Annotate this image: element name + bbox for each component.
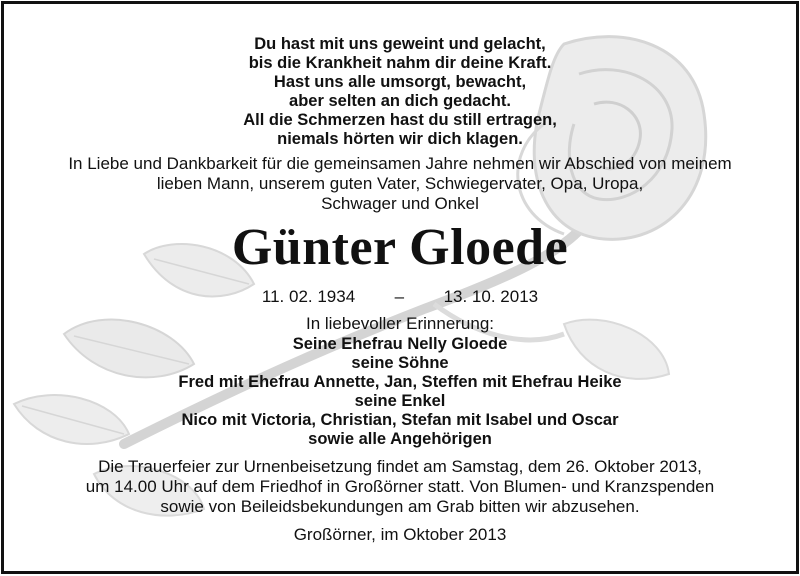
birth-date: 11. 02. 1934 — [261, 287, 356, 306]
death-date: 13. 10. 2013 — [443, 287, 539, 306]
deceased-name: Günter Gloede — [231, 219, 569, 276]
ceremony-line: um 14.00 Uhr auf dem Friedhof in Großörner statt. Von Blumen- und Kranzspenden — [85, 477, 715, 496]
intro-line: Schwager und Onkel — [321, 194, 479, 213]
poem-line: bis die Krankheit nahm dir deine Kraft. — [248, 54, 552, 72]
poem-line: Du hast mit uns geweint und gelacht, — [254, 35, 546, 53]
obituary-notice — [1, 1, 799, 574]
mourner-line: seine Söhne — [351, 354, 449, 372]
ceremony-line: sowie von Beileidsbekundungen am Grab bitten wir abzusehen. — [160, 497, 640, 516]
mourner-line: Seine Ehefrau Nelly Gloede — [292, 335, 508, 353]
poem-line: aber selten an dich gedacht. — [289, 92, 511, 110]
poem-line: Hast uns alle umsorgt, bewacht, — [273, 73, 527, 91]
life-dates — [4, 287, 796, 307]
intro-line: In Liebe und Dankbarkeit für die gemeinsamen Jahre nehmen wir Abschied von meinem — [68, 154, 732, 173]
mourner-line: Nico mit Victoria, Christian, Stefan mit Isabel und Oscar — [181, 411, 619, 429]
poem-line: niemals hörten wir dich klagen. — [277, 130, 523, 148]
memory-heading: In liebevoller Erinnerung: — [305, 314, 495, 333]
mourner-line: seine Enkel — [354, 392, 446, 410]
date-dash: – — [394, 287, 405, 306]
ceremony-line: Die Trauerfeier zur Urnenbeisetzung findet am Samstag, dem 26. Oktober 2013, — [98, 457, 702, 476]
mourner-line: sowie alle Angehörigen — [308, 430, 492, 448]
intro-line: lieben Mann, unserem guten Vater, Schwiegervater, Opa, Uropa, — [156, 174, 644, 193]
place-and-date: Großörner, im Oktober 2013 — [293, 525, 507, 544]
mourner-line: Fred mit Ehefrau Annette, Jan, Steffen mit Ehefrau Heike — [178, 373, 622, 391]
poem-line: All die Schmerzen hast du still ertragen, — [243, 111, 557, 129]
